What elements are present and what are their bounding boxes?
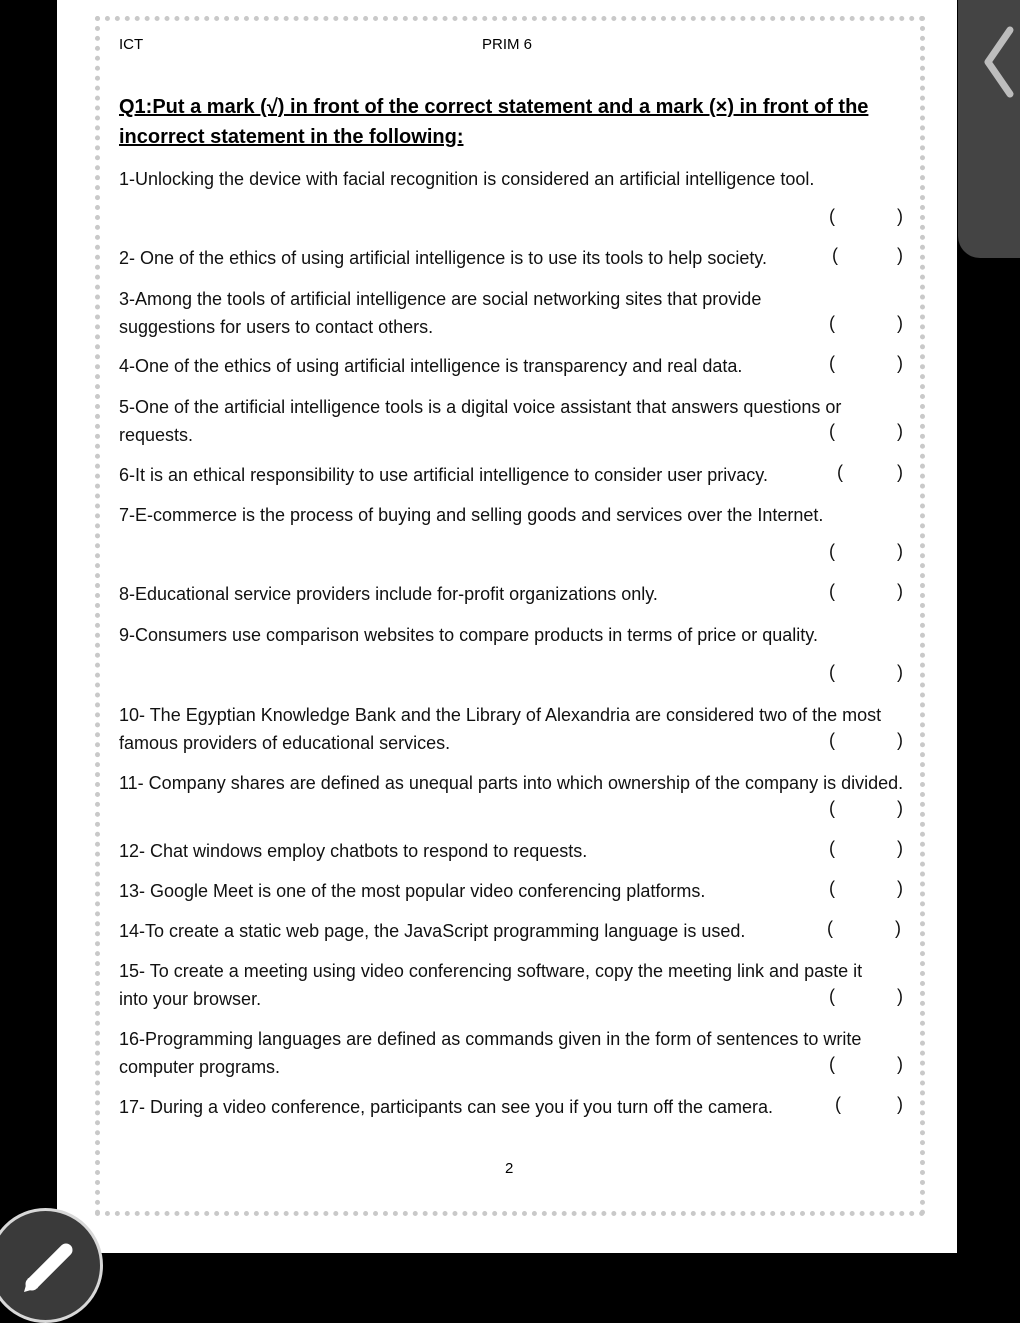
- statement-6: 6-It is an ethical responsibility to use artificial intelligence to consider user privacy.: [119, 465, 768, 485]
- answer-close-8: ): [897, 581, 903, 601]
- answer-open-8: (: [829, 581, 835, 601]
- answer-close-7: ): [897, 541, 903, 561]
- answer-open-6: (: [837, 462, 843, 482]
- statement-16: 16-Programming languages are defined as commands given in the form of sentences to write computer programs.: [119, 1029, 862, 1077]
- statement-12: 12- Chat windows employ chatbots to respond to requests.: [119, 841, 588, 861]
- answer-open-2: (: [832, 245, 838, 265]
- answer-close-4: ): [897, 353, 903, 373]
- statement-15: 15- To create a meeting using video conferencing software, copy the meeting link and paste it into your browser.: [119, 961, 863, 1009]
- answer-close-17: ): [897, 1094, 903, 1114]
- question-title: Q1:Put a mark (√) in front of the correct statement and a mark (×) in front of the incorrect statement in the following:: [119, 96, 869, 148]
- statement-9: 9-Consumers use comparison websites to compare products in terms of price or quality.: [119, 625, 818, 645]
- answer-open-17: (: [835, 1094, 841, 1114]
- answer-close-1: ): [897, 206, 903, 226]
- pencil-icon: [22, 1238, 78, 1294]
- statement-13: 13- Google Meet is one of the most popular video conferencing platforms.: [119, 881, 706, 901]
- statement-10: 10- The Egyptian Knowledge Bank and the Library of Alexandria are considered two of the most famous providers of educational services.: [119, 705, 882, 753]
- answer-close-13: ): [897, 878, 903, 898]
- page-number: 2: [505, 1160, 514, 1177]
- answer-open-1: (: [829, 206, 835, 226]
- statement-1: 1-Unlocking the device with facial recognition is considered an artificial intelligence tool.: [119, 169, 815, 189]
- answer-open-14: (: [827, 918, 833, 938]
- answer-close-12: ): [897, 838, 903, 858]
- answer-close-15: ): [897, 986, 903, 1006]
- answer-open-10: (: [829, 730, 835, 750]
- answer-open-11: (: [829, 798, 835, 818]
- answer-close-11: ): [897, 798, 903, 818]
- statement-4: 4-One of the ethics of using artificial intelligence is transparency and real data.: [119, 356, 743, 376]
- statement-14: 14-To create a static web page, the JavaScript programming language is used.: [119, 921, 746, 941]
- statement-11: 11- Company shares are defined as unequal parts into which ownership of the company is divided.: [119, 773, 904, 793]
- answer-open-15: (: [829, 986, 835, 1006]
- statement-7: 7-E-commerce is the process of buying and selling goods and services over the Internet.: [119, 505, 824, 525]
- statement-8: 8-Educational service providers include for-profit organizations only.: [119, 584, 658, 604]
- answer-open-7: (: [829, 541, 835, 561]
- chevron-left-icon[interactable]: [980, 24, 1020, 100]
- statement-3: 3-Among the tools of artificial intelligence are social networking sites that provide suggestions for users to contact others.: [119, 289, 762, 337]
- answer-open-16: (: [829, 1054, 835, 1074]
- statement-2: 2- One of the ethics of using artificial intelligence is to use its tools to help society.: [119, 248, 767, 268]
- answer-close-16: ): [897, 1054, 903, 1074]
- answer-open-3: (: [829, 313, 835, 333]
- answer-close-6: ): [897, 462, 903, 482]
- answer-close-9: ): [897, 662, 903, 682]
- document-page: [57, 0, 957, 1253]
- answer-open-13: (: [829, 878, 835, 898]
- answer-open-12: (: [829, 838, 835, 858]
- answer-open-9: (: [829, 662, 835, 682]
- statement-17: 17- During a video conference, participants can see you if you turn off the camera.: [119, 1097, 774, 1117]
- answer-open-4: (: [829, 353, 835, 373]
- grade-label: PRIM 6: [482, 36, 533, 53]
- answer-open-5: (: [829, 421, 835, 441]
- answer-close-2: ): [897, 245, 903, 265]
- subject-label: ICT: [119, 36, 144, 53]
- answer-close-5: ): [897, 421, 903, 441]
- answer-close-3: ): [897, 313, 903, 333]
- answer-close-10: ): [897, 730, 903, 750]
- answer-close-14: ): [895, 918, 901, 938]
- statement-5: 5-One of the artificial intelligence tools is a digital voice assistant that answers questions or requests.: [119, 397, 842, 445]
